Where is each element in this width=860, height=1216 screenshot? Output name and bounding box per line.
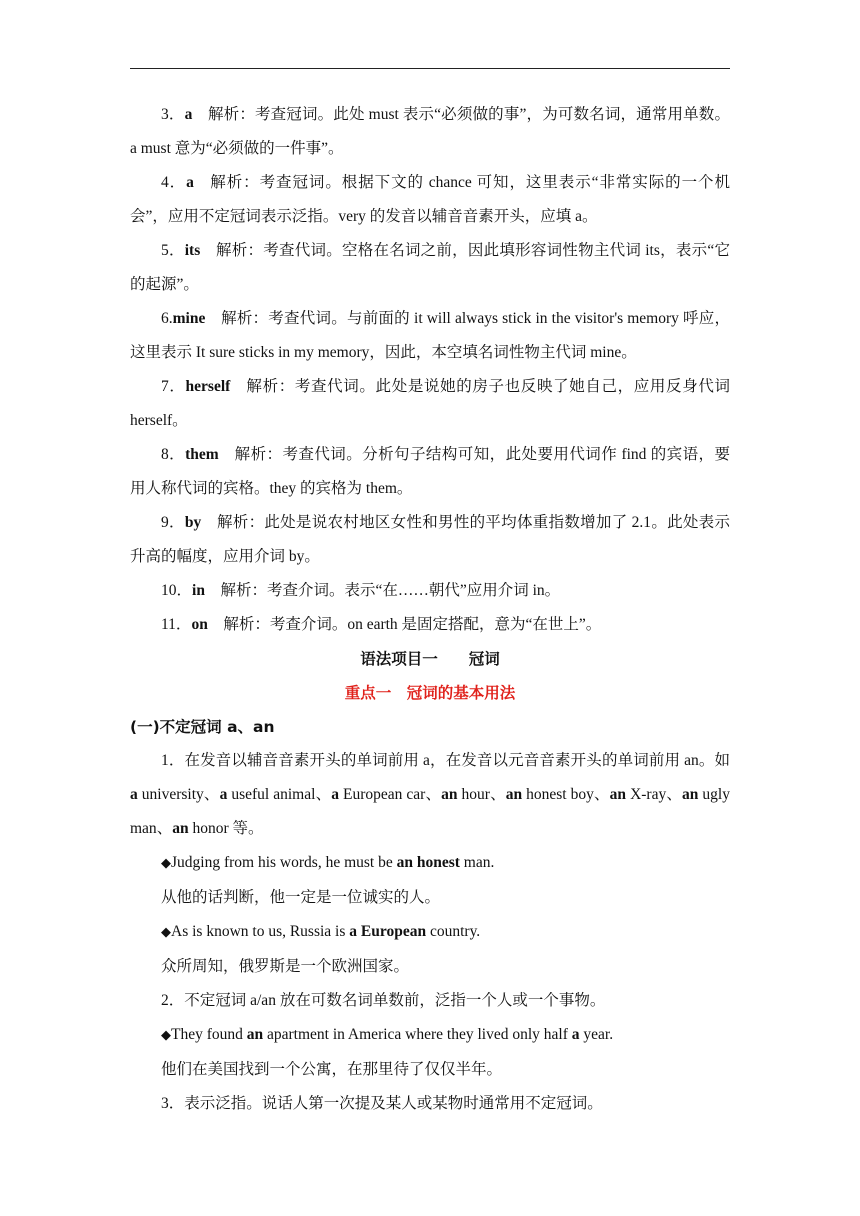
section-title: 语法项目一 冠词 [360, 650, 500, 668]
subsection-heading: (一)不定冠词 a、an [130, 718, 275, 736]
example-1-cn: 从他的话判断，他一定是一位诚实的人。 [161, 889, 441, 906]
answer-word: in [192, 582, 205, 599]
answer-word: its [184, 242, 201, 259]
diamond-bullet-icon: ◆ [161, 925, 171, 940]
rule-2: 2．不定冠词 a/an 放在可数名词单数前，泛指一个人或一个事物。 [161, 992, 606, 1009]
answer-word: a [184, 106, 193, 123]
answer-word: on [191, 616, 208, 633]
article-example: an hour [441, 786, 490, 803]
article-example: an ugly man [130, 786, 730, 837]
rule-1: 1．在发音以辅音音素开头的单词前用 a，在发音以元音音素开头的单词前用 an。如 a university、a useful animal、a European car、an hour、an honest boy、an X-ray、an ugly man、an honor 等。 [130, 752, 730, 837]
rule-3: 3．表示泛指。说话人第一次提及某人或某物时通常用不定冠词。 [161, 1095, 603, 1112]
answer-item-5: 5．its 解析：考查代词。空格在名词之前，因此填形容词性物主代词 its，表示“它的起源”。 [130, 242, 730, 293]
example-2-cn: 众所周知，俄罗斯是一个欧洲国家。 [161, 958, 410, 975]
answer-word: a [186, 174, 194, 191]
article-example: a university [130, 786, 204, 803]
answer-item-7: 7．herself 解析：考查代词。此处是说她的房子也反映了她自己，应用反身代词 herself。 [130, 378, 730, 429]
example-2-en: ◆As is known to us, Russia is a European country. [161, 923, 481, 940]
answer-word: them [185, 446, 219, 463]
answer-word: herself [185, 378, 231, 395]
answer-word: mine [172, 310, 206, 327]
diamond-bullet-icon: ◆ [161, 1028, 171, 1043]
answer-item-4: 4．a 解析：考查冠词。根据下文的 chance 可知，这里表示“非常实际的一个机会”，应用不定冠词表示泛指。very 的发音以辅音音素开头，应填 a。 [130, 174, 730, 225]
example-3-en: ◆They found an apartment in America where they lived only half a year. [161, 1026, 614, 1043]
article-example: an honest boy [505, 786, 594, 803]
example-1-en: ◆Judging from his words, he must be an honest man. [161, 854, 495, 871]
example-3-cn: 他们在美国找到一个公寓，在那里待了仅仅半年。 [161, 1061, 503, 1078]
section-subtitle: 重点一 冠词的基本用法 [344, 684, 516, 702]
article-example: a European car [331, 786, 426, 803]
rule-1-examples: a university、a useful animal、a European car、an hour、an honest boy、an X-ray、an ugly man、an honor [130, 786, 730, 837]
article-example: a useful animal [219, 786, 316, 803]
answer-item-3: 3．a 解析：考查冠词。此处 must 表示“必须做的事”，为可数名词，通常用单数。a must 意为“必须做的一件事”。 [130, 106, 730, 157]
article-example: an X-ray [609, 786, 667, 803]
header-rule [130, 68, 730, 69]
answer-item-11: 11．on 解析：考查介词。on earth 是固定搭配，意为“在世上”。 [161, 616, 602, 633]
answer-item-9: 9．by 解析：此处是说农村地区女性和男性的平均体重指数增加了 2.1。此处表示升高的幅度，应用介词 by。 [130, 514, 730, 565]
article-example: an honor [172, 820, 229, 837]
answer-item-8: 8．them 解析：考查代词。分析句子结构可知，此处要用代词作 find 的宾语，要用人称代词的宾格。they 的宾格为 them。 [130, 446, 730, 497]
answer-word: by [184, 514, 202, 531]
page-content [130, 98, 730, 1121]
answer-item-6: 6.mine 解析：考查代词。与前面的 it will always stick in the visitor's memory 呼应，这里表示 It sure sticks in my memory，因此，本空填名词性物主代词 mine。 [130, 310, 730, 361]
diamond-bullet-icon: ◆ [161, 856, 171, 871]
answer-item-10: 10．in 解析：考查介词。表示“在……朝代”应用介词 in。 [161, 582, 561, 599]
